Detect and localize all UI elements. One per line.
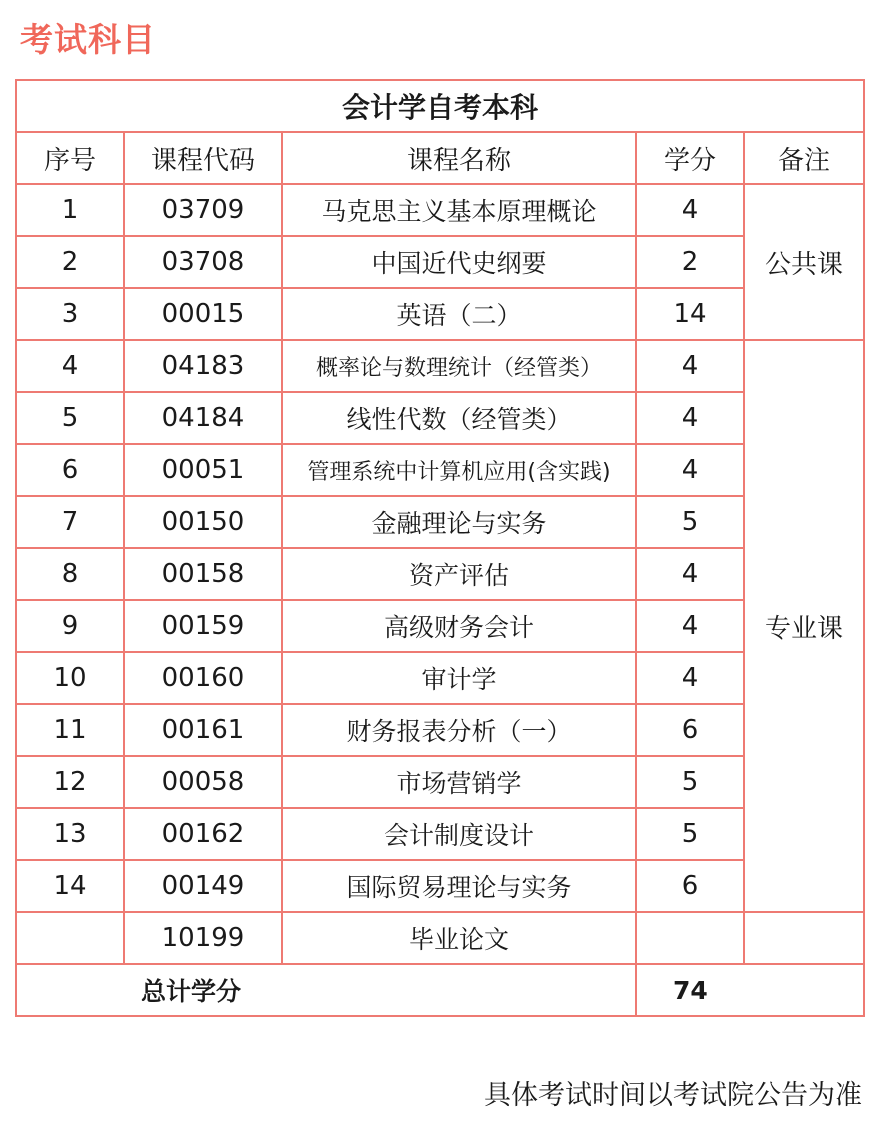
cell-credits: 4 — [636, 444, 744, 496]
cell-credits — [636, 912, 744, 964]
cell-name: 资产评估 — [282, 548, 636, 600]
cell-index: 11 — [16, 704, 124, 756]
header-remark: 备注 — [744, 132, 864, 184]
cell-code: 00160 — [124, 652, 282, 704]
cell-credits: 5 — [636, 496, 744, 548]
cell-index: 8 — [16, 548, 124, 600]
cell-code: 00149 — [124, 860, 282, 912]
cell-credits: 4 — [636, 392, 744, 444]
cell-code: 00150 — [124, 496, 282, 548]
table-row — [16, 652, 864, 704]
table-row — [16, 548, 864, 600]
table-row — [16, 444, 864, 496]
table-title-row — [16, 80, 864, 132]
cell-name: 国际贸易理论与实务 — [282, 860, 636, 912]
cell-index: 3 — [16, 288, 124, 340]
cell-index: 13 — [16, 808, 124, 860]
cell-name: 市场营销学 — [282, 756, 636, 808]
cell-code: 00058 — [124, 756, 282, 808]
table-row — [16, 340, 864, 392]
cell-index: 12 — [16, 756, 124, 808]
table-row — [16, 756, 864, 808]
cell-credits: 4 — [636, 652, 744, 704]
cell-name: 线性代数（经管类） — [282, 392, 636, 444]
cell-index: 6 — [16, 444, 124, 496]
cell-name: 中国近代史纲要 — [282, 236, 636, 288]
table-row — [16, 236, 864, 288]
cell-credits: 4 — [636, 340, 744, 392]
header-index: 序号 — [16, 132, 124, 184]
cell-credits: 5 — [636, 808, 744, 860]
cell-code: 00159 — [124, 600, 282, 652]
table-row — [16, 184, 864, 236]
table-row — [16, 912, 864, 964]
page-heading: 考试科目 — [20, 20, 156, 59]
cell-credits: 4 — [636, 600, 744, 652]
cell-name: 管理系统中计算机应用(含实践) — [282, 444, 636, 496]
cell-code: 00051 — [124, 444, 282, 496]
cell-credits: 4 — [636, 184, 744, 236]
cell-index — [16, 912, 124, 964]
remark-major: 专业课 — [744, 340, 864, 912]
cell-name: 高级财务会计 — [282, 600, 636, 652]
table-total-row — [16, 964, 864, 1016]
cell-name: 概率论与数理统计（经管类） — [282, 340, 636, 392]
cell-code: 03708 — [124, 236, 282, 288]
cell-name: 审计学 — [282, 652, 636, 704]
cell-index: 7 — [16, 496, 124, 548]
cell-credits: 14 — [636, 288, 744, 340]
table-row — [16, 808, 864, 860]
table-row — [16, 392, 864, 444]
table-row — [16, 288, 864, 340]
cell-code: 00162 — [124, 808, 282, 860]
cell-index: 1 — [16, 184, 124, 236]
cell-index: 10 — [16, 652, 124, 704]
cell-code: 03709 — [124, 184, 282, 236]
cell-index: 2 — [16, 236, 124, 288]
cell-index: 5 — [16, 392, 124, 444]
table-row — [16, 496, 864, 548]
header-code: 课程代码 — [124, 132, 282, 184]
cell-code: 00015 — [124, 288, 282, 340]
cell-code: 04184 — [124, 392, 282, 444]
table-row — [16, 600, 864, 652]
cell-credits: 4 — [636, 548, 744, 600]
cell-index: 14 — [16, 860, 124, 912]
cell-name: 会计制度设计 — [282, 808, 636, 860]
table-header-row — [16, 132, 864, 184]
total-value: 74 — [636, 964, 864, 1016]
cell-credits: 6 — [636, 860, 744, 912]
table-row — [16, 860, 864, 912]
total-label: 总计学分 — [16, 964, 636, 1016]
cell-name: 金融理论与实务 — [282, 496, 636, 548]
cell-name: 毕业论文 — [282, 912, 636, 964]
cell-code: 04183 — [124, 340, 282, 392]
cell-name: 财务报表分析（一） — [282, 704, 636, 756]
cell-index: 4 — [16, 340, 124, 392]
remark-public: 公共课 — [744, 184, 864, 340]
cell-code: 00161 — [124, 704, 282, 756]
table-row — [16, 704, 864, 756]
header-credits: 学分 — [636, 132, 744, 184]
course-table — [15, 79, 865, 1017]
cell-code: 10199 — [124, 912, 282, 964]
cell-credits: 5 — [636, 756, 744, 808]
cell-remark-empty — [744, 912, 864, 964]
cell-code: 00158 — [124, 548, 282, 600]
table-title: 会计学自考本科 — [16, 80, 864, 132]
cell-name: 英语（二） — [282, 288, 636, 340]
cell-credits: 6 — [636, 704, 744, 756]
cell-index: 9 — [16, 600, 124, 652]
footnote: 具体考试时间以考试院公告为准 — [484, 1080, 862, 1111]
header-name: 课程名称 — [282, 132, 636, 184]
cell-credits: 2 — [636, 236, 744, 288]
cell-name: 马克思主义基本原理概论 — [282, 184, 636, 236]
